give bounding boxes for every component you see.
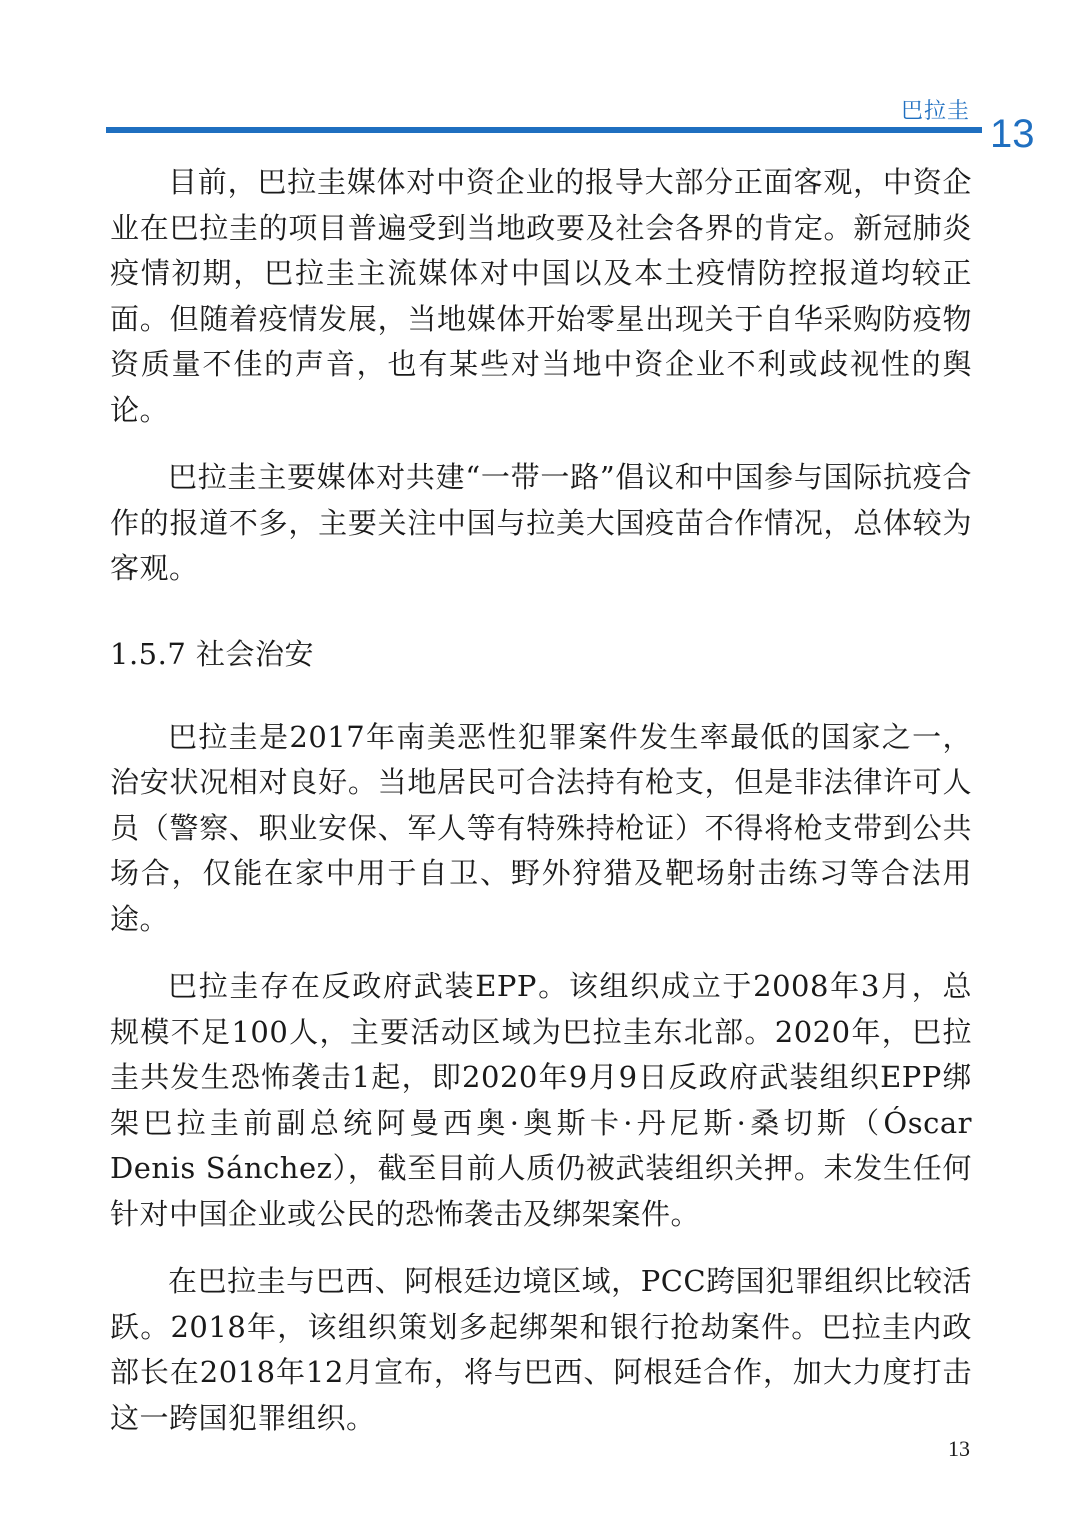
paragraph-pcc: 在巴拉圭与巴西、阿根廷边境区域，PCC跨国犯罪组织比较活跃。2018年，该组织策划多起绑架和银行抢劫案件。巴拉圭内政部长在2018年12月宣布，将与巴西、阿根廷合作，加大力度打击这一跨国犯罪组织。 (110, 1264, 972, 1435)
header-rule (106, 127, 982, 133)
paragraph-media-coverage: 目前，巴拉圭媒体对中资企业的报导大部分正面客观，中资企业在巴拉圭的项目普遍受到当地政要及社会各界的肯定。新冠肺炎疫情初期，巴拉圭主流媒体对中国以及本土疫情防控报道均较正面。但随着疫情发展，当地媒体开始零星出现关于自华采购防疫物资质量不佳的声音，也有某些对当地中资企业不利或歧视性的舆论。 (110, 165, 972, 427)
footer-page-number: 13 (948, 1436, 970, 1461)
running-header-title: 巴拉圭 (900, 99, 970, 124)
page-body (110, 160, 972, 1463)
paragraph-belt-and-road: 巴拉圭主要媒体对共建“一带一路”倡议和中国参与国际抗疫合作的报道不多，主要关注中国与拉美大国疫苗合作情况，总体较为客观。 (110, 460, 972, 585)
header-page-number: 13 (990, 112, 1035, 156)
section-heading: 1.5.7 社会治安 (110, 636, 315, 671)
paragraph-public-security: 巴拉圭是2017年南美恶性犯罪案件发生率最低的国家之一，治安状况相对良好。当地居民可合法持有枪支，但是非法律许可人员（警察、职业安保、军人等有特殊持枪证）不得将枪支带到公共场合，仅能在家中用于自卫、野外狩猎及靶场射击练习等合法用途。 (110, 719, 972, 936)
paragraph-epp: 巴拉圭存在反政府武装EPP。该组织成立于2008年3月，总规模不足100人，主要活动区域为巴拉圭东北部。2020年，巴拉圭共发生恐怖袭击1起，即2020年9月9日反政府武装组织EPP绑架巴拉圭前副总统阿曼西奥·奥斯卡·丹尼斯·桑切斯（Óscar Denis Sánchez），截至目前人质仍被武装组织关押。未发生任何针对中国企业或公民的恐怖袭击及绑架案件。 (110, 969, 972, 1231)
